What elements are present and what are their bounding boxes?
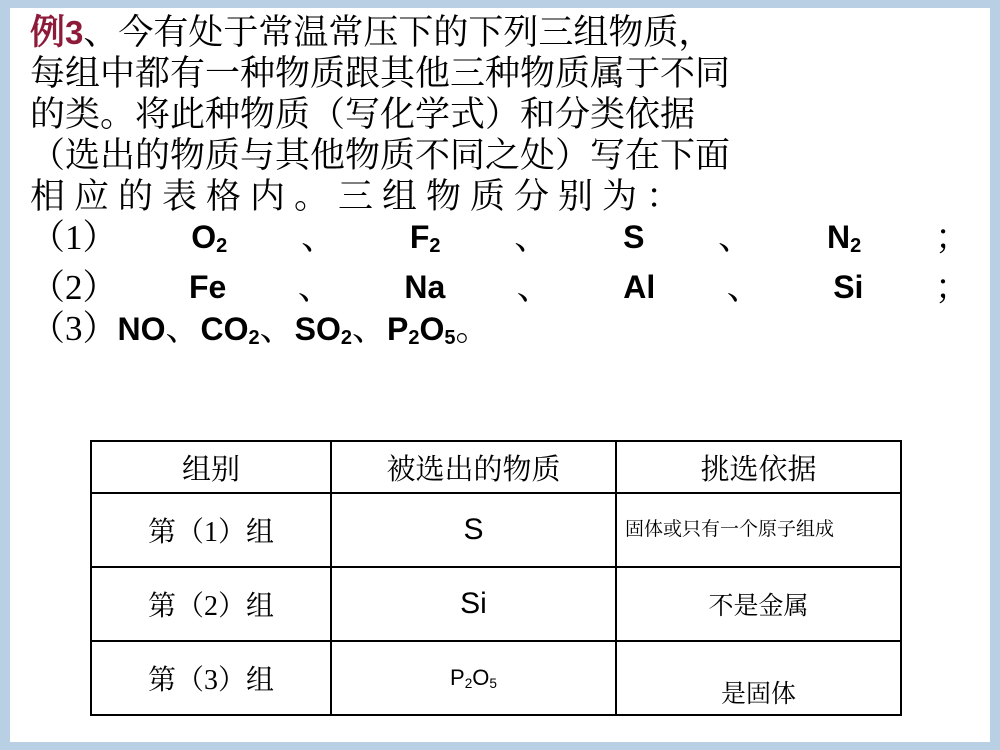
- row-2-substance: Si: [331, 567, 616, 641]
- row-1-reason: 固体或只有一个原子组成: [616, 493, 901, 567]
- example-label: 例: [30, 13, 66, 52]
- group-1-item-4: $N_2$: [826, 219, 862, 257]
- question-text: [30, 12, 970, 359]
- group-3-line: [30, 308, 970, 359]
- group-3-sep-3: 、: [352, 309, 388, 348]
- group-1-sep-3: 、: [718, 218, 754, 257]
- group-1-item-3: S: [623, 219, 645, 255]
- example-number: 3: [65, 14, 84, 51]
- group-2-terminator: ；: [934, 268, 970, 307]
- table-row: [91, 493, 901, 567]
- slide-canvas: [10, 8, 990, 742]
- question-line-2: 每组中都有一种物质跟其他三种物质属于不同: [30, 54, 731, 93]
- question-line-5-text: 相应的表格内。三组物质分别为：: [30, 177, 691, 216]
- row-1-group: 第（1）组: [91, 493, 331, 567]
- group-2-prefix: （2）: [30, 268, 118, 307]
- row-2-reason: 不是金属: [616, 567, 901, 641]
- group-3-terminator: 。: [455, 309, 491, 348]
- group-2-item-2: Na: [404, 269, 446, 305]
- group-3-item-4: $P_2O_5$: [387, 311, 456, 349]
- group-2-item-4: Si: [833, 269, 864, 305]
- question-line-1-text: 、今有处于常温常压下的下列三组物质，: [83, 13, 714, 52]
- question-line-5: [30, 176, 970, 217]
- group-3-item-3: $SO_2$: [294, 311, 353, 349]
- group-1-item-1: $O_2$: [191, 219, 228, 257]
- group-1-prefix: （1）: [30, 218, 118, 257]
- header-reason: 挑选依据: [616, 441, 901, 493]
- group-1-sep-2: 、: [514, 218, 550, 257]
- header-substance: 被选出的物质: [331, 441, 616, 493]
- group-1-terminator: ；: [934, 218, 970, 257]
- header-group: 组别: [91, 441, 331, 493]
- row-1-substance: S: [331, 493, 616, 567]
- group-3-item-2: $CO_2$: [200, 311, 260, 349]
- group-2-item-1: Fe: [189, 269, 227, 305]
- group-2-item-3: Al: [623, 269, 656, 305]
- group-2-sep-1: 、: [297, 268, 333, 307]
- table-row: [91, 567, 901, 641]
- question-line-1: [30, 12, 970, 53]
- answers-table: [90, 440, 902, 716]
- row-3-group: 第（3）组: [91, 641, 331, 715]
- table-header-row: [91, 441, 901, 493]
- group-3-sep-2: 、: [259, 309, 295, 348]
- group-3-prefix: （3）: [30, 309, 118, 348]
- group-3-item-1: NO: [117, 311, 166, 347]
- group-1-item-2: $F_2$: [409, 219, 441, 257]
- group-1-sep-1: 、: [301, 218, 337, 257]
- group-2-line: [30, 267, 970, 308]
- group-2-sep-2: 、: [516, 268, 552, 307]
- row-2-group: 第（2）组: [91, 567, 331, 641]
- group-3-sep-1: 、: [165, 309, 201, 348]
- table-row: [91, 641, 901, 715]
- question-line-4: （选出的物质与其他物质不同之处）写在下面: [30, 136, 731, 175]
- group-2-sep-3: 、: [726, 268, 762, 307]
- group-1-line: [30, 217, 970, 267]
- row-3-reason: 是固体: [616, 641, 901, 715]
- row-3-substance: $P_2O_5$: [331, 641, 616, 715]
- question-line-3: 的类。将此种物质（写化学式）和分类依据: [30, 95, 696, 134]
